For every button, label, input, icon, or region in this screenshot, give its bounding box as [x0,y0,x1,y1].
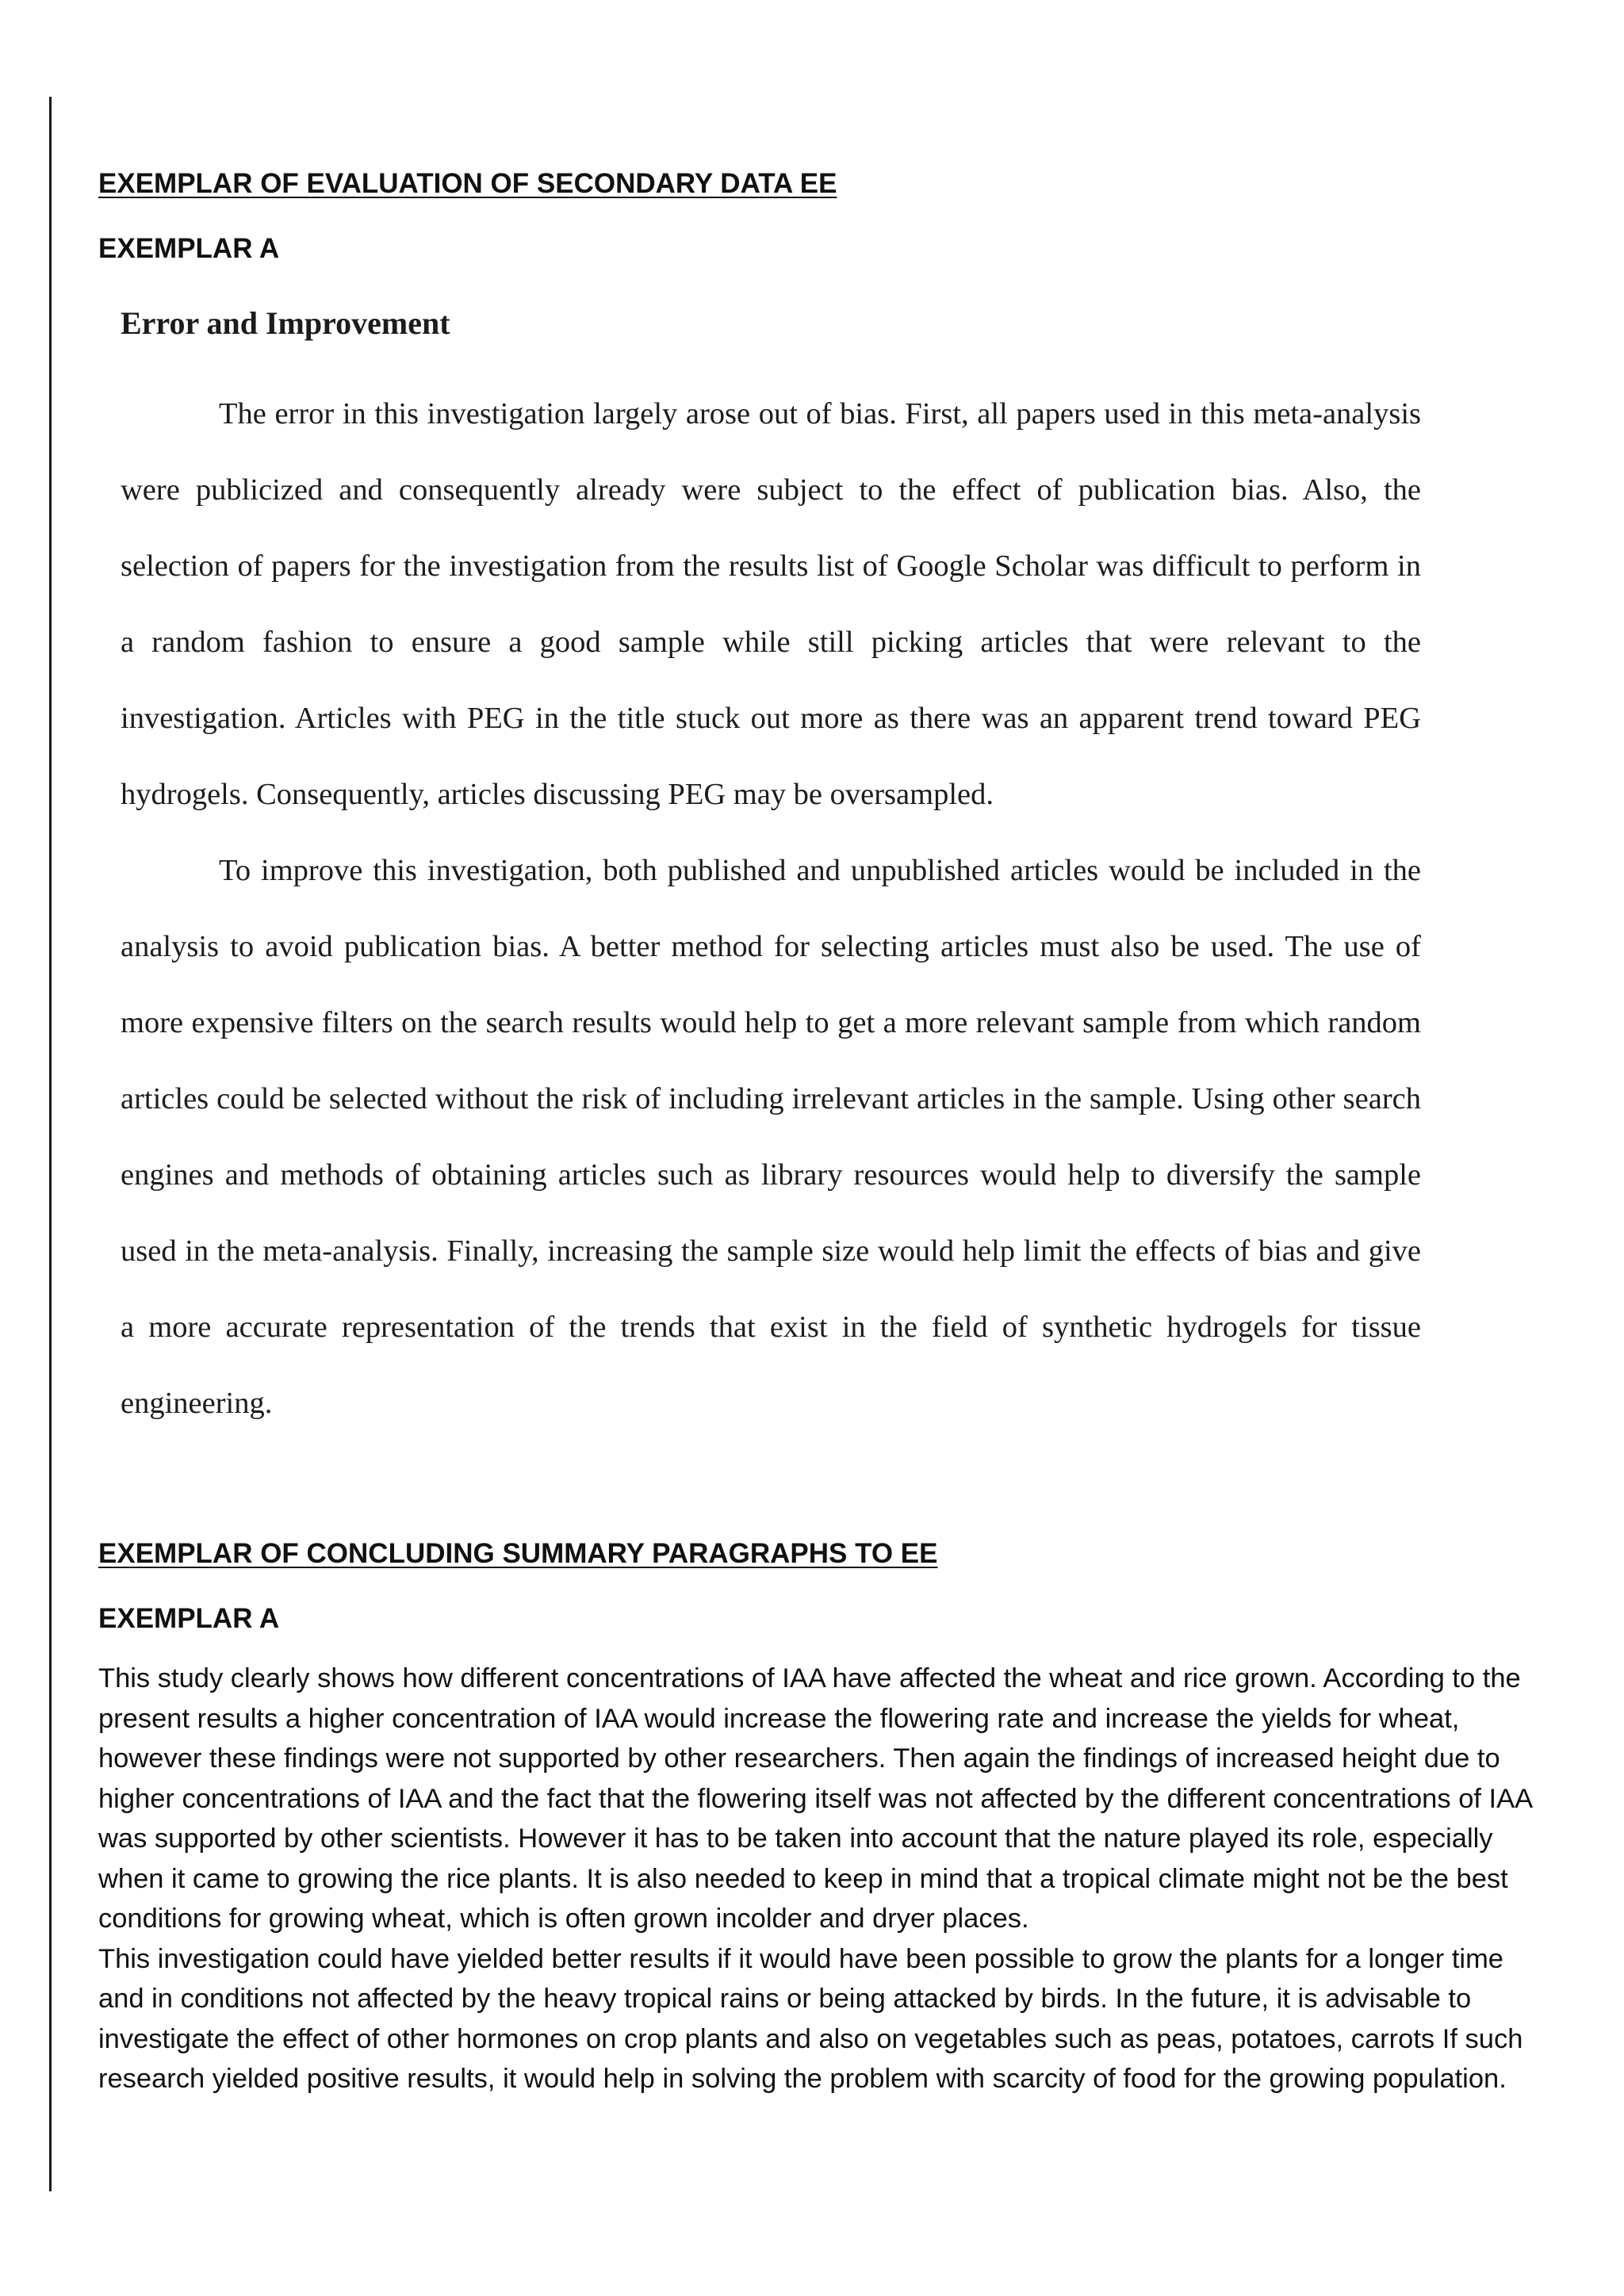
scanned-excerpt [121,300,1421,1441]
excerpt-title: Error and Improvement [121,305,450,341]
section2-heading: EXEMPLAR OF CONCLUDING SUMMARY PARAGRAPHS TO EE [98,1538,938,1569]
section1-heading: EXEMPLAR OF EVALUATION OF SECONDARY DATA EE [98,168,837,199]
excerpt-paragraph-error: The error in this investigation largely arose out of bias. First, all papers used in this meta-analysis were publicized and consequently already were subject to the effect of publication bias. Also, the selection of papers for the investigation from the results list of Google Scholar was difficult to perform in a random fashion to ensure a good sample while still picking articles that were relevant to the investigation. Articles with PEG in the title stuck out more as there was an apparent trend toward PEG hydrogels. Consequently, articles discussing PEG may be oversampled. [121,397,1421,811]
summary-paragraph-improvements: This investigation could have yielded better results if it would have been possible to grow the plants for a longer time and in conditions not affected by the heavy tropical rains or being attacked by birds. In the future, it is advisable to investigate the effect of other hormones on crop plants and also on vegetables such as peas, potatoes, carrots If such research yielded positive results, it would help in solving the problem with scarcity of food for the growing population. [98,1943,1523,2094]
summary-text [98,1659,1549,2099]
section2-subheading: EXEMPLAR A [98,1603,280,1634]
excerpt-paragraph-improvement: To improve this investigation, both published and unpublished articles would be included in the analysis to avoid publication bias. A better method for selecting articles must also be used. The use of more expensive filters on the search results would help to get a more relevant sample from which random articles could be selected without the risk of including irrelevant articles in the sample. Using other search engines and methods of obtaining articles such as library resources would help to diversify the sample used in the meta-analysis. Finally, increasing the sample size would help limit the effects of bias and give a more accurate representation of the trends that exist in the field of synthetic hydrogels for tissue engineering. [121,854,1421,1420]
section1-subheading: EXEMPLAR A [98,233,280,264]
margin-rule [49,97,52,2191]
summary-paragraph-findings: This study clearly shows how different concentrations of IAA have affected the wheat and rice grown. According to the present results a higher concentration of IAA would increase the flowering rate and increase the yields for wheat, however these findings were not supported by other researchers. Then again the findings of increased height due to higher concentrations of IAA and the fact that the flowering itself was not affected by the different concentrations of IAA was supported by other scientists. However it has to be taken into account that the nature played its role, especially when it came to growing the rice plants. It is also needed to keep in mind that a tropical climate might not be the best conditions for growing wheat, which is often grown incolder and dryer places. [98,1663,1532,1934]
